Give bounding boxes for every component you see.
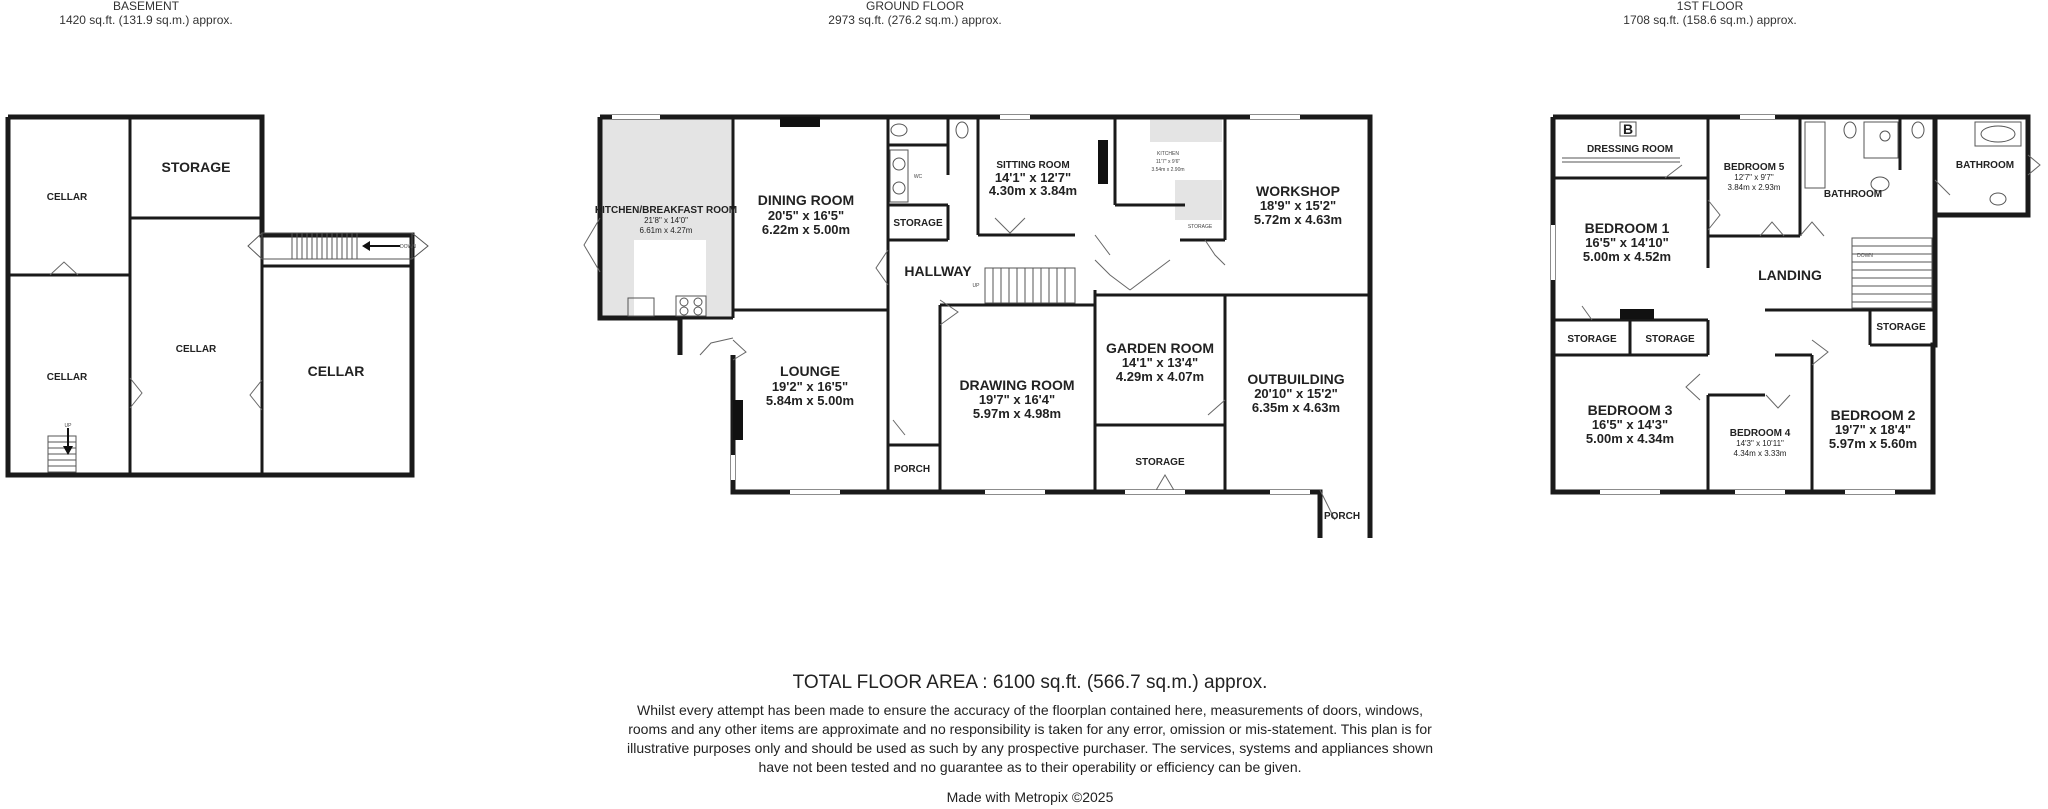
bedroom2-name: BEDROOM 2 [1830,407,1916,423]
hallway-label: HALLWAY [904,263,972,279]
basement-plan [8,117,428,475]
outbuilding-name: OUTBUILDING [1247,371,1345,387]
outbuilding-metric: 6.35m x 4.63m [1251,400,1341,415]
basement-stair-up-label: UP [64,423,72,429]
kitchen-breakfast-room-metric: 6.61m x 4.27m [639,226,693,235]
garden-storage-label: STORAGE [1135,457,1185,468]
wc-label: WC [913,174,923,180]
landing-label: LANDING [1758,267,1822,283]
kitchen-breakfast-room-name: KITCHEN/BREAKFAST ROOM [594,205,738,216]
sitting-room-name: SITTING ROOM [996,160,1070,171]
bathroom-right-label: BATHROOM [1955,160,2015,171]
lounge-metric: 5.84m x 5.00m [765,393,855,408]
basement-cellar-middle: CELLAR [175,344,217,355]
bathroom-middle-label: BATHROOM [1823,189,1883,200]
dressing-room-label: DRESSING ROOM [1586,144,1674,155]
drawing-room-name: DRAWING ROOM [959,377,1075,393]
outbuilding-imperial: 20'10" x 15'2" [1254,386,1338,401]
basement-stair-down-label: DOWN [400,244,416,250]
bedroom1-metric: 5.00m x 4.52m [1582,249,1672,264]
first-floor-area: 1708 sq.ft. (158.6 sq.m.) approx. [1623,13,1797,27]
sitting-room-imperial: 14'1" x 12'7" [994,170,1072,185]
bedroom5-name: BEDROOM 5 [1723,162,1785,173]
boiler-label: B [1622,121,1634,137]
basement-cellar-bottom-left: CELLAR [46,372,88,383]
bedroom4-metric: 4.34m x 3.33m [1733,449,1787,458]
bedroom1-imperial: 16'5" x 14'10" [1585,235,1669,250]
kitchen-metric: 3.54m x 2.90m [1151,167,1185,173]
bedroom5-imperial: 12'7" x 9'7" [1734,173,1774,182]
basement-cellar-right: CELLAR [307,363,365,379]
basement-title: BASEMENT [112,0,180,13]
bedroom1-name: BEDROOM 1 [1584,220,1670,236]
disclaimer-text: Whilst every attempt has been made to ensure the accuracy of the floorplan contained here, measurements of doors, windows, rooms and any other items are approximate and no responsibility is taken for any error, omission or mis-statement. This plan is for illustrative purposes only and should be used as such by any prospective purchaser. The services, systems and appliances shown have not been tested and no guarantee as to their operability or efficiency can be given. [627,702,1433,775]
bedroom5-metric: 3.84m x 2.93m [1727,183,1781,192]
first-floor-stair [1852,238,1932,308]
garden-room-name: GARDEN ROOM [1105,340,1215,356]
basement-storage: STORAGE [161,159,231,175]
first-floor-plan [1553,117,2040,492]
kitchen-storage-label: STORAGE [1187,224,1213,230]
storage-a-label: STORAGE [1567,334,1617,345]
ground-floor-title: GROUND FLOOR [865,0,965,13]
dining-room-imperial: 20'5" x 16'5" [767,208,845,223]
drawing-room-metric: 5.97m x 4.98m [972,406,1062,421]
hall-storage-label: STORAGE [893,218,943,229]
bedroom3-metric: 5.00m x 4.34m [1585,431,1675,446]
storage-b-label: STORAGE [1645,334,1695,345]
bedroom4-name: BEDROOM 4 [1729,428,1791,439]
first-floor-title: 1ST FLOOR [1676,0,1744,13]
ground-floor-plan [584,117,1370,538]
lounge-name: LOUNGE [780,363,840,379]
bedroom3-imperial: 16'5" x 14'3" [1591,417,1669,432]
lounge-imperial: 19'2" x 16'5" [771,379,849,394]
made-with-credit: Made with Metropix ©2025 [946,789,1114,805]
bedroom2-metric: 5.97m x 5.60m [1828,436,1918,451]
total-floor-area: TOTAL FLOOR AREA : 6100 sq.ft. (566.7 sq.m.) approx. [792,672,1268,693]
storage-c-label: STORAGE [1876,322,1926,333]
bedroom3-name: BEDROOM 3 [1587,402,1673,418]
front-porch-label: PORCH [893,464,931,475]
basement-cellar-top-left: CELLAR [46,192,88,203]
basement-stair-up [48,423,76,472]
workshop-metric: 5.72m x 4.63m [1253,212,1343,227]
basement-area: 1420 sq.ft. (131.9 sq.m.) approx. [59,13,233,27]
garden-room-imperial: 14'1" x 13'4" [1121,355,1199,370]
workshop-imperial: 18'9" x 15'2" [1259,198,1337,213]
ground-stair-up-label: UP [972,283,980,289]
outbuilding-porch-label: PORCH [1323,511,1361,522]
drawing-room-imperial: 19'7" x 16'4" [978,392,1056,407]
bedroom4-imperial: 14'3" x 10'11" [1736,439,1784,448]
kitchen-imperial: 11'7" x 9'6" [1155,159,1181,165]
kitchen-breakfast-room-imperial: 21'8" x 14'0" [644,216,688,225]
ground-floor-area: 2973 sq.ft. (276.2 sq.m.) approx. [828,13,1002,27]
garden-room-metric: 4.29m x 4.07m [1115,369,1205,384]
sitting-room-metric: 4.30m x 3.84m [988,183,1078,198]
first-stair-down-label: DOWN [1857,253,1873,259]
bedroom2-imperial: 19'7" x 18'4" [1834,422,1912,437]
dining-room-name: DINING ROOM [757,192,855,208]
ground-floor-stair [973,268,1075,303]
kitchen-name: KITCHEN [1157,151,1179,157]
workshop-name: WORKSHOP [1256,183,1340,199]
dining-room-metric: 6.22m x 5.00m [761,222,851,237]
